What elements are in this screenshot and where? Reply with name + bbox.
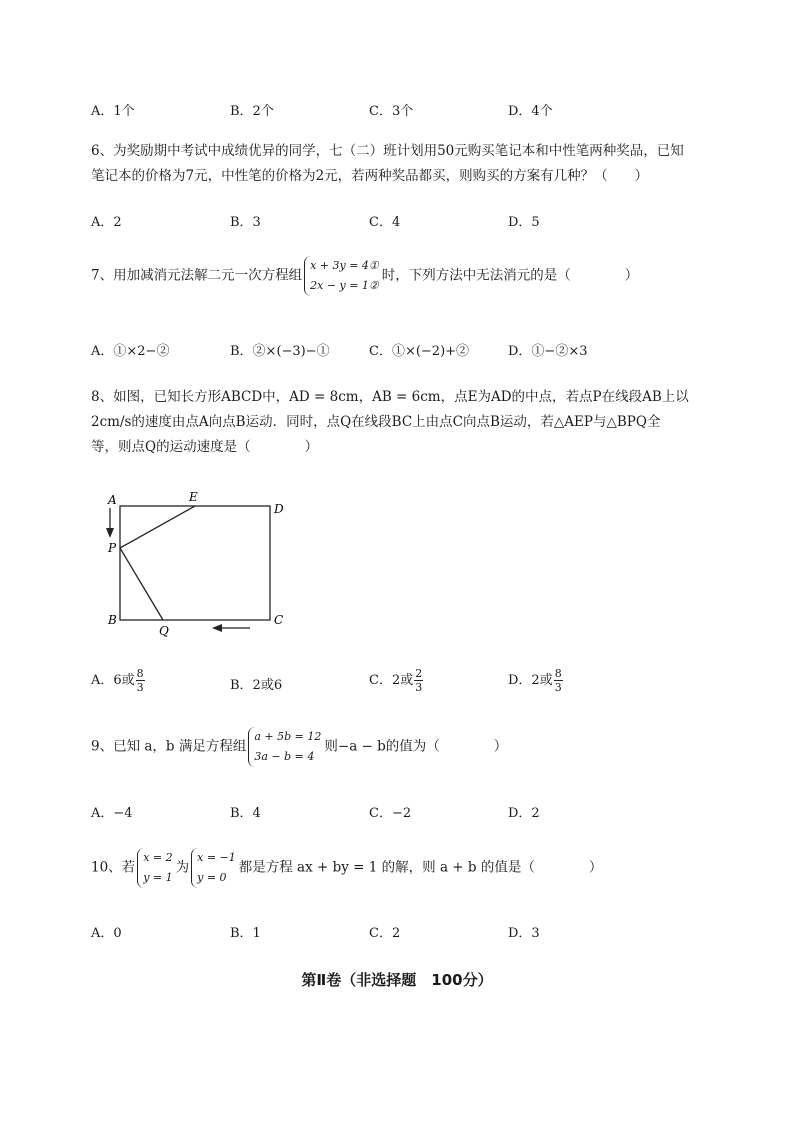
- segment-pe: [120, 506, 195, 548]
- arrow-left-head: [212, 624, 222, 632]
- q10-suffix: 都是方程 ax + by = 1 的解，则 a + b 的值是（ ）: [238, 859, 603, 876]
- q9-eq1: a + 5b = 12: [254, 730, 322, 743]
- q8-option-d-text: D．2或: [508, 673, 553, 688]
- label-b: B: [108, 613, 117, 627]
- q8-option-c-den: 3: [415, 681, 423, 694]
- segment-pq: [120, 548, 163, 620]
- rectangle-abcd: [120, 506, 270, 620]
- q8-stem-line1: 8、如图，已知长方形ABCD中，AD = 8cm，AB = 6cm，点E为AD的中点，若点P在线段AB上以: [91, 389, 689, 405]
- q8-option-a-fraction: [136, 667, 145, 694]
- q8-option-c-fraction: [414, 667, 423, 694]
- label-d: D: [274, 502, 284, 516]
- q9-eq2: 3a − b = 4: [254, 750, 315, 763]
- q5-option-c: C．3个: [369, 104, 414, 119]
- label-c: C: [274, 613, 284, 627]
- q8-option-b: B．2或6: [230, 678, 283, 693]
- q8-option-a-den: 3: [136, 681, 144, 694]
- q10-option-a: A．0: [91, 926, 122, 941]
- q9-option-b: B．4: [230, 806, 261, 821]
- q7-eq1: x + 3y = 4①: [310, 259, 379, 272]
- q9-option-d: D．2: [508, 806, 540, 821]
- q8-option-a: [91, 667, 145, 694]
- q8-option-a-num: 8: [136, 667, 144, 680]
- q10-system-1: [137, 848, 172, 888]
- q8-option-c: [369, 667, 423, 694]
- label-q: Q: [159, 624, 169, 638]
- q8-stem-line2: 2cm/s的速度由点A向点B运动．同时，点Q在线段BC上由点C向点B运动，若△AEP与△BPQ全: [91, 414, 661, 430]
- q6-option-a: A．2: [91, 215, 122, 230]
- q8-option-c-num: 2: [415, 667, 423, 680]
- q7-stem: [91, 256, 638, 296]
- q6-option-c: C．4: [369, 215, 401, 230]
- q7-equation-system: [304, 256, 379, 296]
- q7-eq2: 2x − y = 1②: [310, 279, 379, 292]
- q8-rectangle-figure: [100, 488, 300, 638]
- q8-option-d-num: 8: [554, 667, 562, 680]
- q10-option-c: C．2: [369, 926, 401, 941]
- label-a: A: [108, 493, 117, 507]
- q8-stem-line3: 等，则点Q的运动速度是（ ）: [91, 439, 319, 455]
- q10-option-b: B．1: [230, 926, 261, 941]
- q10-mid: 为: [175, 859, 190, 876]
- q5-option-b: B．2个: [230, 104, 274, 119]
- q5-option-a: A．1个: [91, 104, 135, 119]
- q9-suffix: 则−a − b的值为（ ）: [324, 738, 508, 755]
- q7-option-c: C．①×(−2)+②: [369, 344, 470, 359]
- q5-option-d: D．4个: [508, 104, 553, 119]
- q8-option-d-fraction: [554, 667, 563, 694]
- q9-option-c: C．−2: [369, 806, 412, 821]
- q7-suffix: 时，下列方法中无法消元的是（ ）: [381, 267, 639, 284]
- arrow-down-head: [106, 528, 114, 538]
- label-p: P: [108, 541, 117, 555]
- q8-option-c-text: C．2或: [369, 673, 414, 688]
- section-title: 第Ⅱ卷（非选择题 100分）: [301, 971, 493, 989]
- q9-prefix: 9、已知 a，b 满足方程组: [91, 738, 247, 755]
- q10-prefix: 10、若: [91, 859, 136, 876]
- q10-s2-eq2: y = 0: [197, 871, 227, 884]
- q6-option-b: B．3: [230, 215, 261, 230]
- q7-option-d: D．①−②×3: [508, 344, 588, 359]
- q9-stem: [91, 727, 507, 767]
- q8-option-a-text: A．6或: [91, 673, 135, 688]
- q10-s2-eq1: x = −1: [197, 851, 236, 864]
- q10-system-2: [191, 848, 236, 888]
- q10-s1-eq2: y = 1: [143, 871, 173, 884]
- q8-option-d-den: 3: [554, 681, 562, 694]
- label-e: E: [189, 490, 198, 504]
- q10-option-d: D．3: [508, 926, 540, 941]
- q6-option-d: D．5: [508, 215, 540, 230]
- q9-option-a: A．−4: [91, 806, 133, 821]
- q7-option-a: A．①×2−②: [91, 344, 170, 359]
- q7-prefix: 7、用加减消元法解二元一次方程组: [91, 267, 303, 284]
- q10-s1-eq1: x = 2: [143, 851, 173, 864]
- q10-stem: [91, 848, 602, 888]
- q6-stem-line2: 笔记本的价格为7元，中性笔的价格为2元，若两种奖品都买，则购买的方案有几种？（ ）: [91, 168, 649, 184]
- q6-stem-line1: 6、为奖励期中考试中成绩优异的同学，七（二）班计划用50元购买笔记本和中性笔两种奖品，已知: [91, 143, 684, 159]
- q9-equation-system: [248, 727, 321, 767]
- q8-option-d: [508, 667, 563, 694]
- q7-option-b: B．②×(−3)−①: [230, 344, 330, 359]
